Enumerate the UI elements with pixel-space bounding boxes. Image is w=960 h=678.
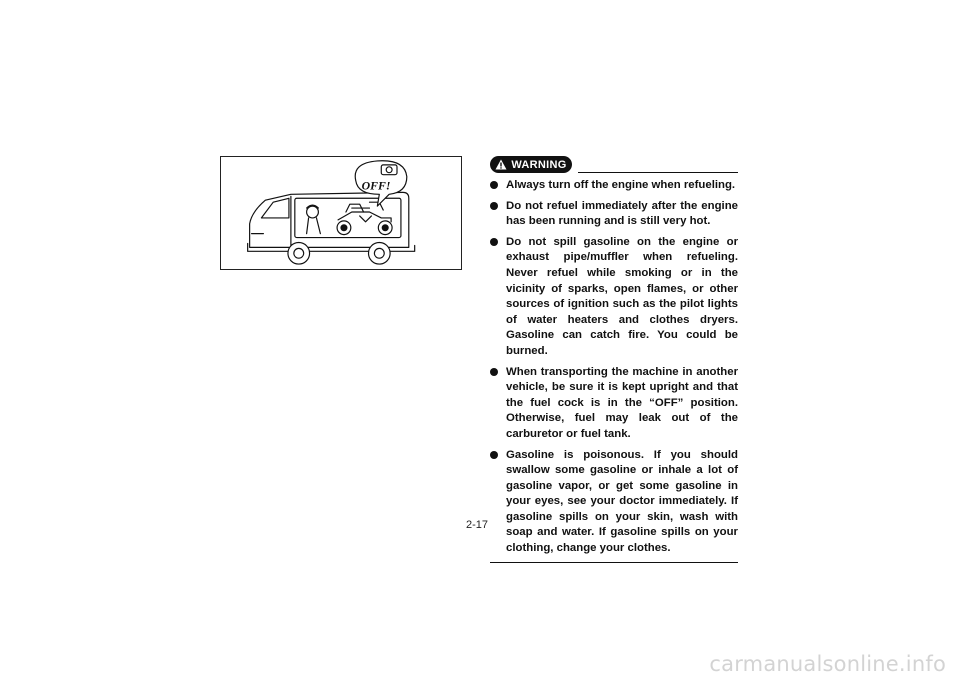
warning-badge [490, 156, 572, 173]
bullet-icon [490, 451, 498, 459]
list-item: Always turn off the engine when refueling. [490, 178, 738, 194]
warning-section [490, 156, 738, 563]
van-atv-illustration [220, 156, 462, 270]
watermark[interactable]: carmanualsonline.info [709, 652, 946, 676]
list-item: Gasoline is poisonous. If you should swallow some gasoline or inhale a lot of gasoline vapor, or get some gasoline in your eyes, see your doctor immediately. If gasoline spills on your skin, wash with soap and water. If gasoline spills on your clothing, change your clothes. [490, 448, 738, 557]
warning-header-rule [578, 172, 738, 173]
van-icon [221, 157, 461, 269]
list-item: Do not refuel immediately after the engine has been running and is still very hot. [490, 199, 738, 230]
warning-header [490, 156, 738, 174]
list-item: When transporting the machine in another vehicle, be sure it is kept upright and that the fuel cock is in the “OFF” position. Otherwise, fuel may leak out of the carburetor or fuel tank. [490, 365, 738, 443]
warning-bottom-rule [490, 562, 738, 563]
page-number: 2-17 [466, 519, 489, 531]
bubble-off-label: OFF! [361, 179, 391, 193]
bullet-icon [490, 181, 498, 189]
warning-triangle-icon [495, 159, 507, 170]
warning-label: WARNING [511, 158, 567, 171]
list-item: Do not spill gasoline on the engine or exhaust pipe/muffler when refueling. Never refuel while smoking or in the vicinity of sparks, open flames, or other sources of ignition such as the pilot lights of water heaters and clothes dryers. Gasoline can catch fire. You could be burned. [490, 235, 738, 360]
bullet-icon [490, 202, 498, 210]
bullet-icon [490, 238, 498, 246]
bullet-icon [490, 368, 498, 376]
warning-list [490, 178, 738, 557]
